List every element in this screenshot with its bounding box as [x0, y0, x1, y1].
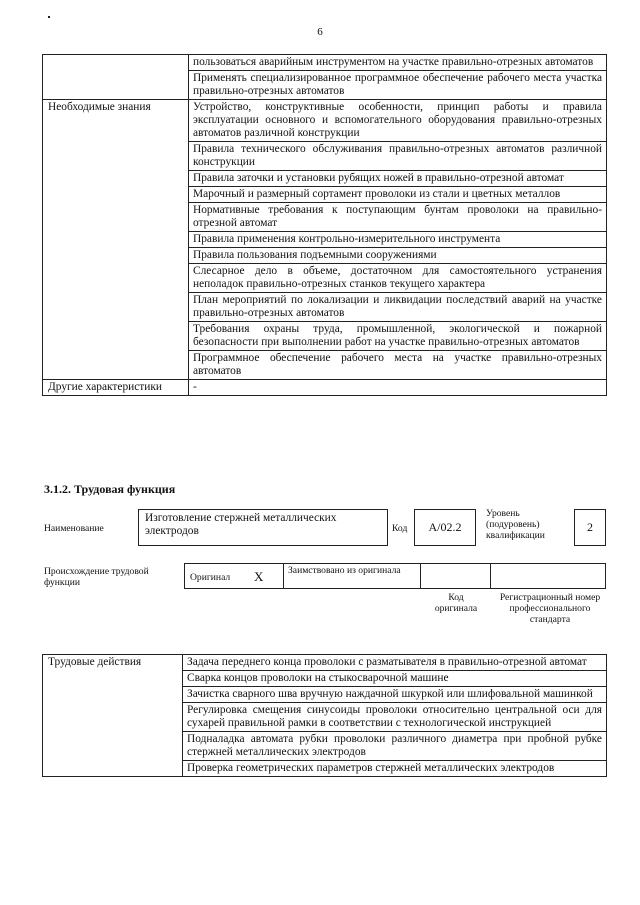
row-value: Правила заточки и установки рубящих ножей в правильно-отрезной автомат	[189, 171, 607, 187]
code-label: Код	[392, 523, 408, 534]
row-value: Применять специализированное программное обеспечение рабочего места участка правильно-отрезных автоматов	[189, 71, 607, 100]
table-row	[43, 380, 607, 396]
divider	[420, 563, 421, 589]
section-title: 3.1.2. Трудовая функция	[44, 482, 176, 496]
row-value: Подналадка автомата рубки проволоки различного диаметра при пробной рубке стержней металлических электродов	[183, 732, 607, 761]
row-label-knowledge: Необходимые знания	[43, 100, 189, 380]
row-value: План мероприятий по локализации и ликвидации последствий аварий на участке правильно-отрезных автоматов	[189, 293, 607, 322]
knowledge-table	[42, 54, 607, 396]
row-value: Правила применения контрольно-измерительного инструмента	[189, 232, 607, 248]
row-value: Марочный и размерный сортамент проволоки из стали и цветных металлов	[189, 187, 607, 203]
borrowed-label: Заимствовано из оригинала	[288, 565, 401, 576]
table-row	[43, 55, 607, 71]
row-value: пользоваться аварийным инструментом на участке правильно-отрезных автоматов	[189, 55, 607, 71]
row-value: Проверка геометрических параметров стержней металлических электродов	[183, 761, 607, 777]
scan-speck	[48, 16, 50, 18]
row-value: Правила пользования подъемными сооружениями	[189, 248, 607, 264]
function-name-value: Изготовление стержней металлических электродов	[145, 512, 337, 537]
row-value: Слесарное дело в объеме, достаточном для самостоятельного устранения неполадок правильно-отрезных станков текущего характера	[189, 264, 607, 293]
page-number: 6	[317, 26, 323, 38]
code-value: А/02.2	[428, 520, 462, 534]
function-name-box	[138, 509, 388, 546]
level-box	[574, 509, 606, 546]
row-value: -	[189, 380, 607, 396]
row-value: Задача переднего конца проволоки с разматывателя в правильно-отрезной автомат	[183, 655, 607, 671]
row-value: Зачистка сварного шва вручную наждачной шкуркой или шлифовальной машинкой	[183, 687, 607, 703]
row-value: Программное обеспечение рабочего места на участке правильно-отрезных автоматов	[189, 351, 607, 380]
row-label-other: Другие характеристики	[43, 380, 189, 396]
divider	[490, 563, 491, 589]
row-value: Нормативные требования к поступающим бунтам проволоки на правильно-отрезной автомат	[189, 203, 607, 232]
code-caption: Код оригинала	[434, 592, 478, 614]
divider	[283, 563, 284, 589]
row-value: Сварка концов проволоки на стыкосварочной машине	[183, 671, 607, 687]
original-mark: X	[254, 569, 264, 584]
actions-table	[42, 654, 607, 777]
row-value: Правила технического обслуживания правильно-отрезных автоматов различной конструкции	[189, 142, 607, 171]
row-label	[43, 55, 189, 100]
table-row	[43, 655, 607, 671]
level-value: 2	[587, 520, 593, 534]
row-label-actions: Трудовые действия	[43, 655, 183, 777]
row-value: Регулировка смещения синусоиды проволоки относительно центральной оси для сухарей правильной рамки в соответствии с технологической инструкцией	[183, 703, 607, 732]
level-label: Уровень (подуровень) квалификации	[486, 508, 545, 541]
row-value: Требования охраны труда, промышленной, экологической и пожарной безопасности при выполнении работ на участке правильно-отрезных автоматов	[189, 322, 607, 351]
table-row	[43, 100, 607, 142]
original-label: Оригинал	[190, 572, 231, 583]
row-value: Устройство, конструктивные особенности, принцип работы и правила эксплуатации основного и вспомогательного оборудования правильно-отрезных автоматов различной конструкции	[189, 100, 607, 142]
code-box	[414, 509, 476, 546]
name-label: Наименование	[44, 523, 104, 534]
origin-label: Происхождение трудовой функции	[44, 566, 149, 588]
reg-caption: Регистрационный номер профессионального стандарта	[499, 592, 601, 625]
